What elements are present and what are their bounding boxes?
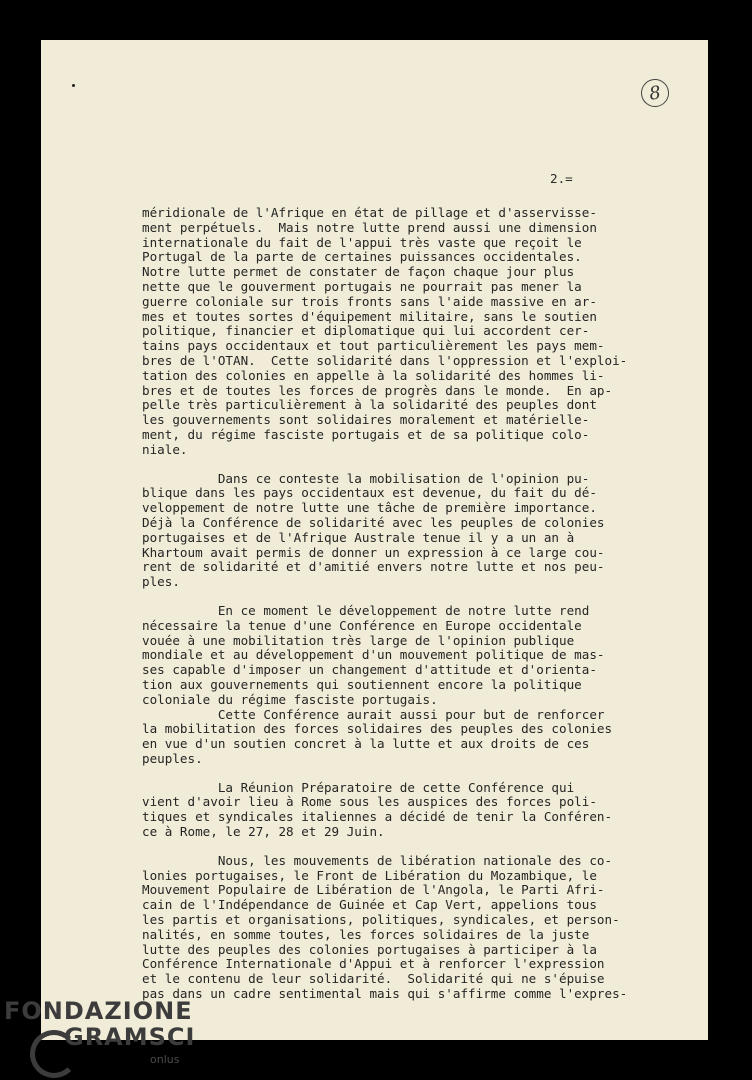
text-line: Cette Conférence aurait aussi pour but de renforcer [142,706,605,722]
typewritten-body [142,206,627,1002]
text-line: ples. [142,574,180,590]
text-line: bres et de toutes les forces de progrès dans le monde. En ap- [142,382,613,398]
text-line: coloniale du régime fasciste portugais. [142,691,438,707]
text-line: tion aux gouvernements qui soutiennent encore la politique [142,676,582,692]
watermark-line-1: FONDAZIONE [4,997,193,1025]
text-line: mondiale et au développement d'un mouvement politique de mas- [142,647,605,663]
watermark-logo-icon [30,1030,78,1078]
text-line: Nous, les mouvements de libération nationale des co- [142,852,613,868]
paragraph-gap [142,590,627,604]
text-line: la mobilitation des forces solidaires des peuples des colonies [142,721,613,737]
text-line: tains pays occidentaux et tout particulièrement les pays mem- [142,338,605,354]
text-line: portugaises et de l'Afrique Australe tenue il y a un an à [142,529,575,545]
text-line: veloppement de notre lutte une tâche de première importance. [142,500,597,516]
text-line: bres de l'OTAN. Cette solidarité dans l'oppression et l'exploi- [142,352,628,368]
text-line: internationale du fait de l'appui très vaste que reçoit le [142,234,582,250]
text-line: niale. [142,441,188,457]
text-line: Mouvement Populaire de Libération de l'Angola, le Parti Afri- [142,882,605,898]
text-line: Dans ce conteste la mobilisation de l'opinion pu- [142,470,590,486]
text-line: en vue d'un soutien concret à la lutte et aux droits de ces [142,736,590,752]
ink-speck [72,84,75,87]
text-line: peuples. [142,750,203,766]
text-line: Notre lutte permet de constater de façon chaque jour plus [142,264,575,280]
page-number: 2.= [550,171,573,186]
text-line: Khartoum avait permis de donner un expression à ce large cou- [142,544,605,560]
text-line: blique dans les pays occidentaux est devenue, du fait du dé- [142,485,597,501]
text-line: les partis et organisations, politiques, syndicales, et person- [142,912,620,928]
text-line: pelle très particulièrement à la solidarité des peuples dont [142,397,597,413]
text-line: ment, du régime fasciste portugais et de sa politique colo- [142,426,590,442]
text-line: mes et toutes sortes d'équipement militaire, sans le soutien [142,308,597,324]
text-line: cain de l'Indépendance de Guinée et Cap Vert, appelions tous [142,897,597,913]
text-line: ment perpétuels. Mais notre lutte prend aussi une dimension [142,219,597,235]
text-line: ce à Rome, le 27, 28 et 29 Juin. [142,824,385,840]
text-line: nalités, en somme toutes, les forces solidaires de la juste [142,926,590,942]
text-line: pas dans un cadre sentimental mais qui s'affirme comme l'expres- [142,986,628,1002]
text-line: tation des colonies en appelle à la solidarité des hommes li- [142,367,605,383]
text-line: lutte des peuples des colonies portugaises à participer à la [142,941,597,957]
text-line: méridionale de l'Afrique en état de pillage et d'asservisse- [142,205,597,220]
text-line: nécessaire la tenue d'une Conférence en Europe occidentale [142,617,582,633]
text-line: tiques et syndicales italiennes a décidé de tenir la Conféren- [142,809,613,825]
text-line: vient d'avoir lieu à Rome sous les auspices des forces poli- [142,794,597,810]
text-line: Portugal de la parte de certaines puissances occidentales. [142,249,582,265]
text-line: lonies portugaises, le Front de Libération du Mozambique, le [142,867,597,883]
watermark-suffix: onlus [150,1053,180,1066]
paragraph-gap [142,767,627,781]
paragraph-gap [142,458,627,472]
text-line: rent de solidarité et d'amitié envers notre lutte et nos peu- [142,559,605,575]
paragraph-gap [142,840,627,854]
text-line: politique, financier et diplomatique qui lui accordent cer- [142,323,590,339]
watermark-line-2: GRAMSCI [64,1023,196,1051]
text-line: En ce moment le développement de notre lutte rend [142,602,590,618]
text-line: vouée à une mobilitation très large de l'opinion publique [142,632,575,648]
circled-page-annotation: 8 [639,77,671,109]
text-line: nette que le gouverment portugais ne pourrait pas mener la [142,278,582,294]
text-line: et le contenu de leur solidarité. Solidarité qui ne s'épuise [142,971,605,987]
text-line: ses capable d'imposer un changement d'attitude et d'orienta- [142,662,597,678]
text-line: guerre coloniale sur trois fronts sans l'aide massive en ar- [142,293,597,309]
text-line: Déjà la Conférence de solidarité avec les peuples de colonies [142,514,605,530]
text-line: les gouvernements sont solidaires moralement et matérielle- [142,412,590,428]
text-line: La Réunion Préparatoire de cette Conférence qui [142,779,575,795]
text-line: Conférence Internationale d'Appui et à renforcer l'expression [142,956,605,972]
